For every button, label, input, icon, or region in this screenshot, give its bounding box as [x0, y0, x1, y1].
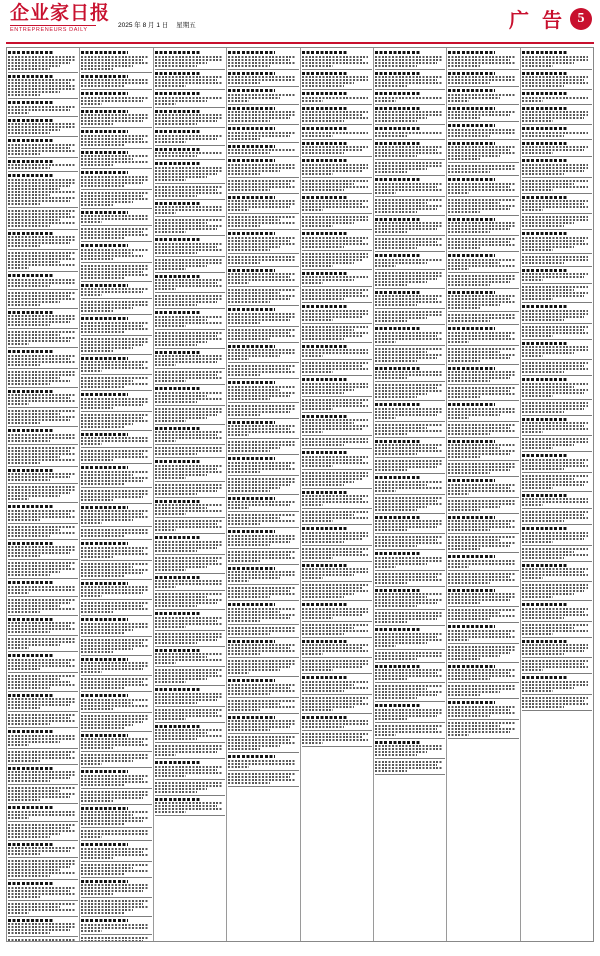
notice-item[interactable] [522, 142, 592, 158]
notice-title-bar [8, 51, 54, 54]
notice-item[interactable] [81, 110, 151, 129]
notice-title-bar [155, 148, 201, 151]
notice-item[interactable] [81, 92, 151, 108]
notice-title-bar [8, 139, 54, 142]
notice-title-bar [522, 51, 568, 54]
notice-title-bar [375, 92, 421, 95]
notice-title-bar [81, 151, 127, 154]
notice-item[interactable] [302, 127, 372, 140]
notice-title-bar [8, 75, 54, 78]
notice-item[interactable] [8, 160, 78, 173]
notice-column-inner [7, 48, 79, 941]
section-title: 广 告 [509, 8, 565, 32]
notice-item[interactable] [522, 72, 592, 91]
notice-item[interactable] [155, 92, 225, 108]
notice-item[interactable] [228, 127, 298, 143]
notice-title-bar [155, 110, 201, 113]
notice-item[interactable] [228, 145, 298, 158]
notice-title-bar [228, 107, 274, 110]
notice-title-bar [228, 51, 274, 54]
notice-column [154, 48, 227, 941]
masthead-right-group [509, 4, 592, 33]
notice-item[interactable] [155, 130, 225, 146]
notice-title-bar [375, 51, 421, 54]
notice-item[interactable] [155, 72, 225, 91]
notice-title-bar [302, 92, 348, 95]
notice-title-bar [81, 92, 127, 95]
notice-filler [155, 162, 225, 816]
notice-title-bar [155, 92, 201, 95]
logo-divider [10, 25, 96, 26]
notice-column-inner [227, 48, 299, 941]
publication-weekday: 星期五 [176, 22, 196, 29]
notice-title-bar [81, 51, 127, 54]
notice-item[interactable] [448, 89, 518, 105]
notice-title-bar [228, 145, 274, 148]
notice-title-bar [522, 92, 568, 95]
notice-column [447, 48, 520, 941]
notice-item[interactable] [375, 127, 445, 140]
notice-title-bar [155, 72, 201, 75]
notice-title-bar [228, 72, 274, 75]
column-container [7, 48, 593, 941]
notice-item[interactable] [448, 51, 518, 70]
newspaper-logo [10, 4, 110, 34]
notice-item[interactable] [8, 51, 78, 73]
notice-item[interactable] [155, 148, 225, 161]
notice-column [374, 48, 447, 941]
notice-title-bar [375, 72, 421, 75]
notice-title-bar [8, 101, 54, 104]
page-number-badge: 5 [570, 8, 592, 30]
notice-item[interactable] [81, 51, 151, 73]
notice-title-bar [302, 107, 348, 110]
notice-title-bar [522, 127, 568, 130]
notice-item[interactable] [302, 142, 372, 158]
masthead [0, 0, 600, 42]
notice-item[interactable] [228, 72, 298, 88]
notice-title-bar [375, 107, 421, 110]
notice-title-bar [448, 51, 494, 54]
notice-item[interactable] [155, 51, 225, 70]
notice-column [227, 48, 300, 941]
notice-title-bar [522, 72, 568, 75]
notice-item[interactable] [81, 151, 151, 170]
notice-item[interactable] [522, 127, 592, 140]
masthead-rule [6, 42, 594, 44]
notice-column-inner [154, 48, 226, 941]
notice-title-bar [522, 107, 568, 110]
notice-item[interactable] [8, 101, 78, 117]
notice-column [7, 48, 80, 941]
notice-title-bar [81, 75, 127, 78]
notice-title-bar [375, 127, 421, 130]
notice-title-bar [228, 89, 274, 92]
notice-title-bar [81, 130, 127, 133]
notice-item[interactable] [8, 174, 78, 208]
notice-item[interactable] [8, 119, 78, 138]
notice-column [301, 48, 374, 941]
notice-title-bar [448, 72, 494, 75]
notice-filler [375, 142, 445, 776]
notice-title-bar [448, 124, 494, 127]
notice-filler [228, 159, 298, 787]
notice-item[interactable] [302, 72, 372, 91]
dateline [118, 20, 196, 29]
notice-title-bar [448, 89, 494, 92]
notice-item[interactable] [228, 89, 298, 105]
notice-item[interactable] [302, 107, 372, 126]
notice-item[interactable] [522, 51, 592, 70]
notice-item[interactable] [448, 124, 518, 140]
notice-column-inner [80, 48, 152, 941]
notice-title-bar [302, 51, 348, 54]
notice-item[interactable] [302, 51, 372, 70]
notice-filler [302, 159, 372, 747]
notice-column-inner [301, 48, 373, 941]
notice-column-inner [374, 48, 446, 941]
notice-item[interactable] [228, 107, 298, 126]
notice-item[interactable] [375, 72, 445, 91]
notice-title-bar [8, 160, 54, 163]
notice-item[interactable] [375, 92, 445, 105]
notice-item[interactable] [375, 107, 445, 126]
notice-title-bar [302, 142, 348, 145]
notice-title-bar [8, 174, 54, 177]
notice-column-inner [521, 48, 593, 941]
notice-filler [448, 142, 518, 739]
notice-title-bar [155, 51, 201, 54]
notice-title-bar [522, 142, 568, 145]
notice-item[interactable] [81, 75, 151, 91]
notice-filler [522, 159, 592, 711]
notice-item[interactable] [522, 107, 592, 126]
notice-column-inner [447, 48, 519, 941]
notice-column [521, 48, 593, 941]
notice-title-bar [155, 130, 201, 133]
notice-item[interactable] [522, 92, 592, 105]
notice-filler [81, 171, 151, 941]
notice-item[interactable] [375, 51, 445, 70]
notice-title-bar [302, 72, 348, 75]
notice-item[interactable] [155, 110, 225, 129]
notice-title-bar [81, 110, 127, 113]
notice-title-bar [228, 127, 274, 130]
logo-title-english: ENTREPRENEURS DAILY [10, 27, 88, 33]
notice-item[interactable] [8, 139, 78, 158]
publication-date: 2025 年 8 月 1 日 [118, 22, 169, 29]
notice-column [80, 48, 153, 941]
notice-item[interactable] [448, 107, 518, 123]
notice-item[interactable] [448, 72, 518, 88]
notice-item[interactable] [81, 130, 151, 149]
notice-item[interactable] [228, 51, 298, 70]
notice-title-bar [448, 107, 494, 110]
classified-board [6, 47, 594, 942]
notice-item[interactable] [302, 92, 372, 105]
notice-title-bar [8, 119, 54, 122]
logo-title-chinese: 企业家日报 [10, 2, 111, 24]
notice-filler [8, 210, 78, 942]
notice-item[interactable] [8, 75, 78, 100]
notice-title-bar [302, 127, 348, 130]
